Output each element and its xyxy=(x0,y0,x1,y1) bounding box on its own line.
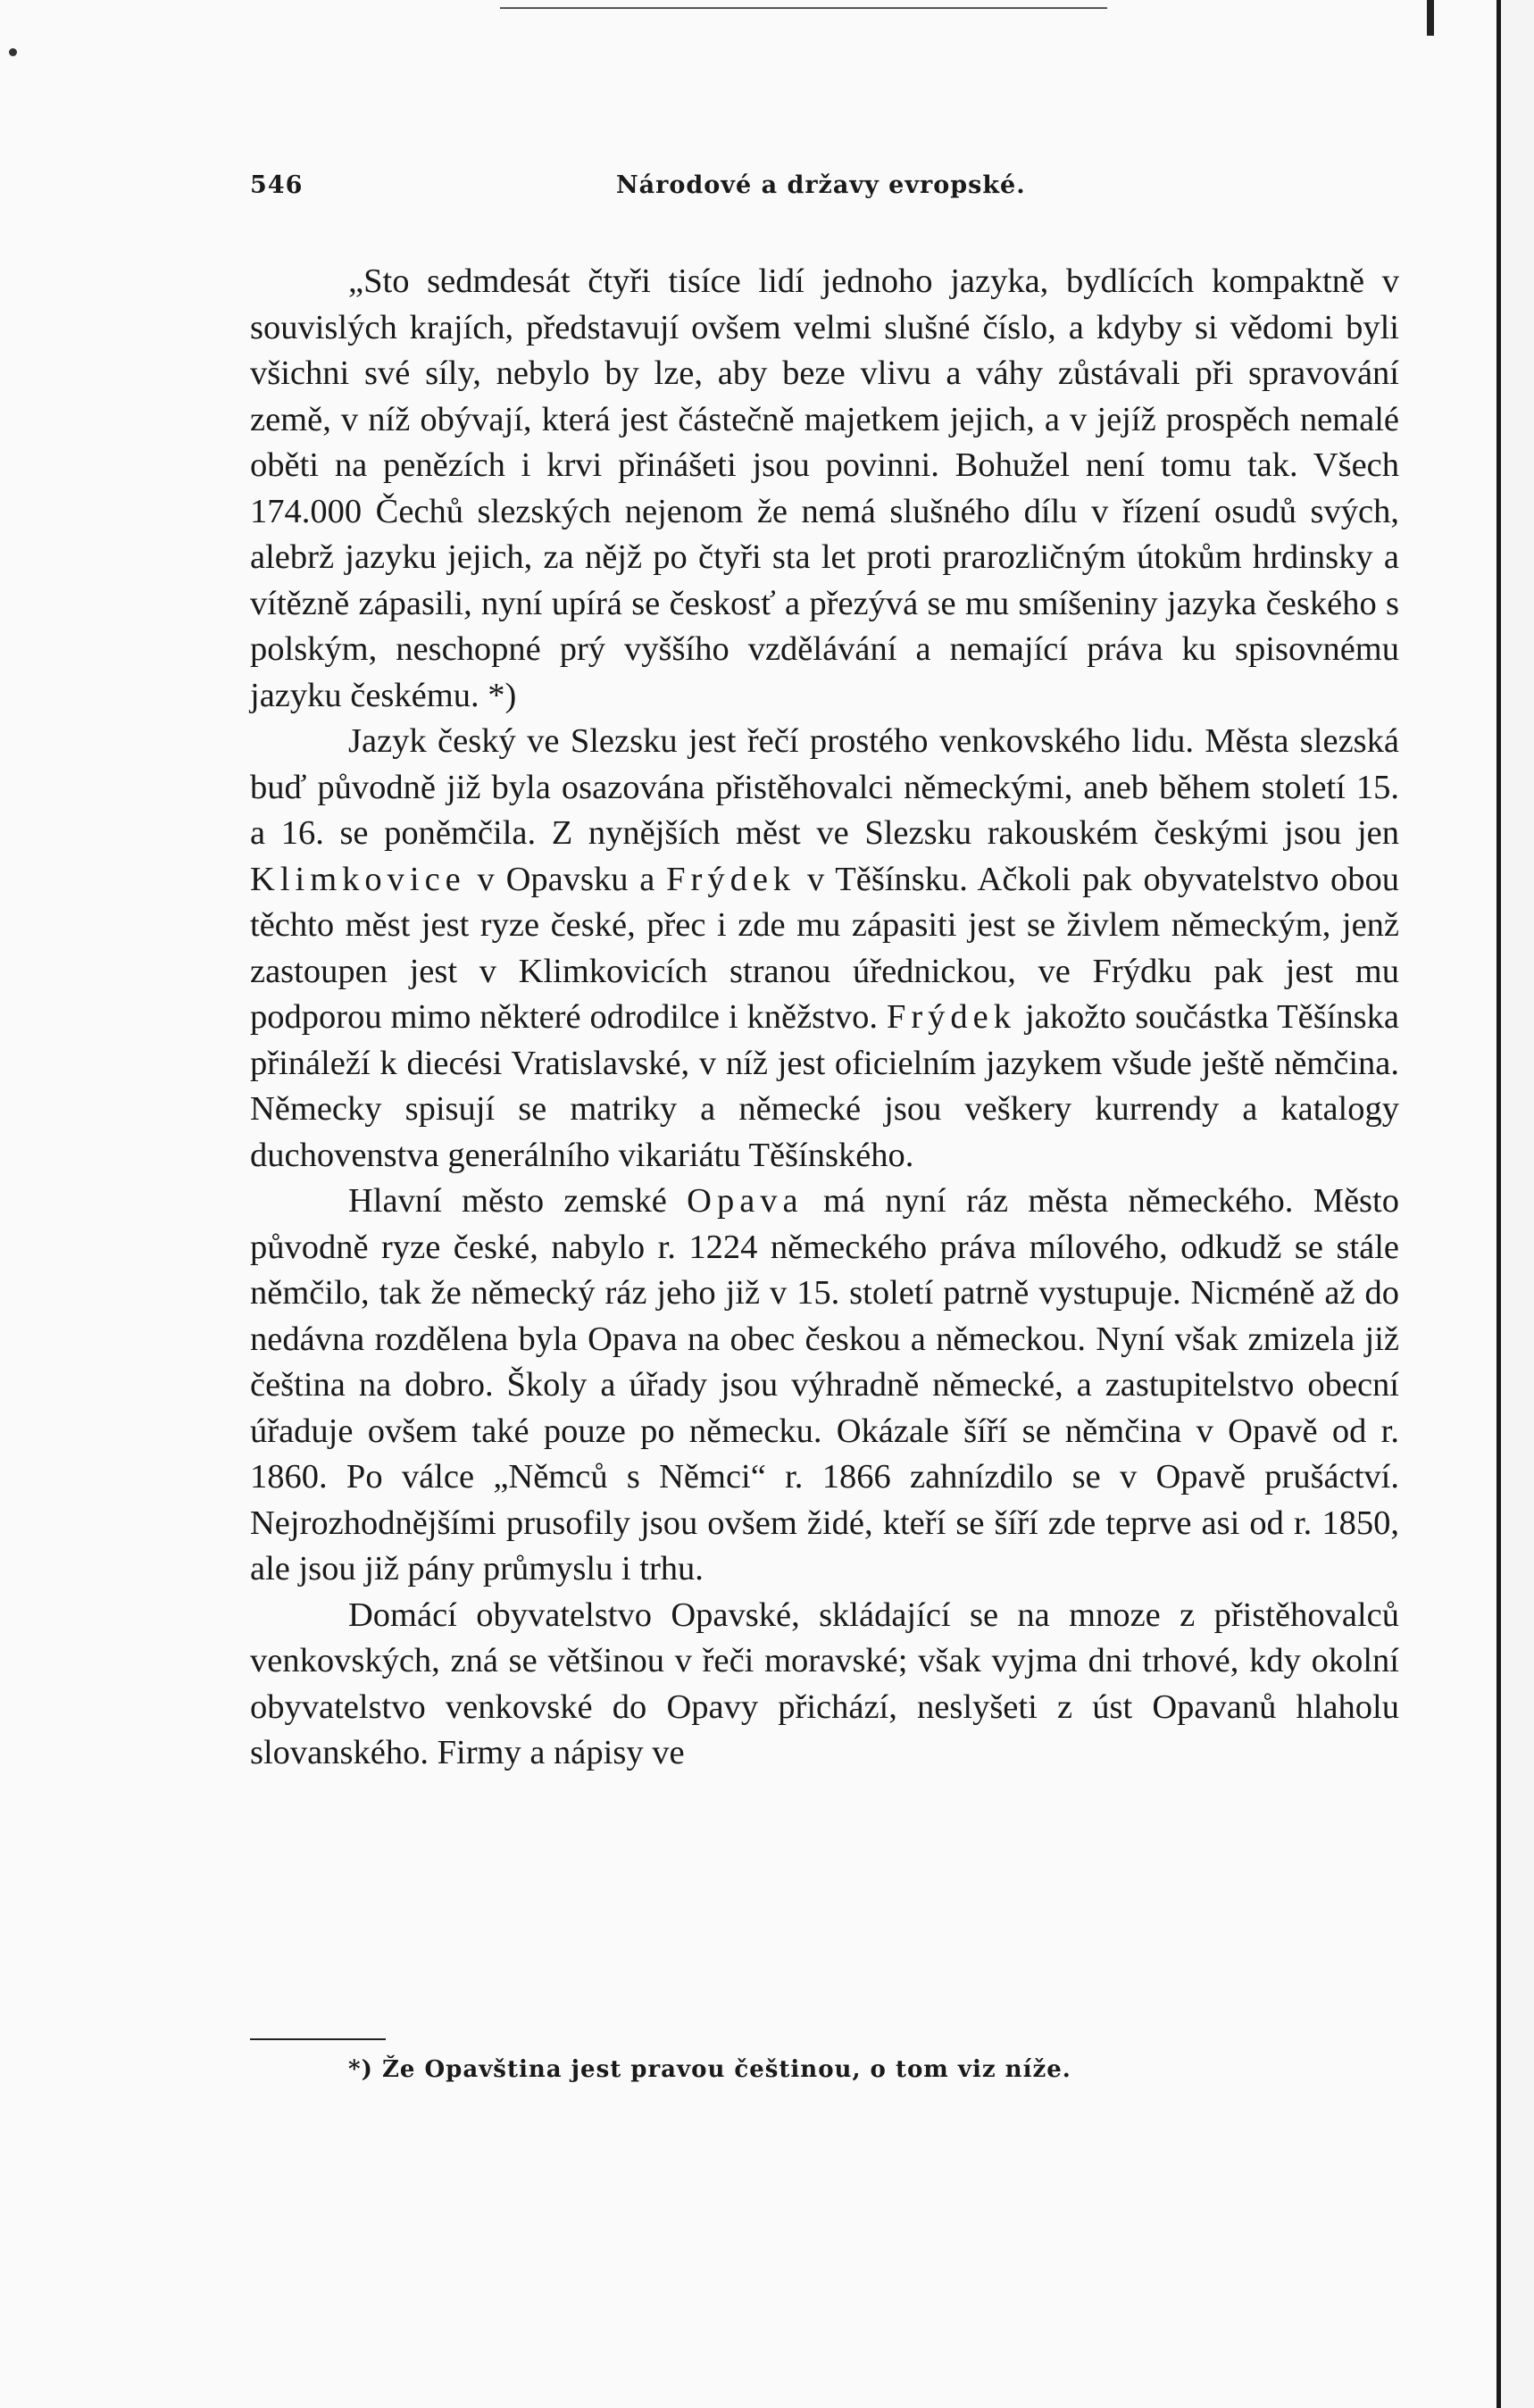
footnote: *) Že Opavština jest pravou češtinou, o tom viz níže. xyxy=(348,2056,1071,2083)
paragraph-text: Hlavní město zemské xyxy=(348,1182,688,1220)
spaced-place-name: Opava xyxy=(687,1182,804,1220)
paragraph-text: v Opavsku a xyxy=(465,860,667,898)
paragraph xyxy=(250,1593,1399,1777)
paragraph-text: v Těšínsku. Ačkoli pak obyvatelstvo obou těchto měst jest ryze české, přec i zde mu zápasiti jest se živlem německým, jenž zastoupen jest v Klimkovicích stranou úřednickou, ve Frýdku pak jest mu podporou mimo některé odrodilce i kněžstvo. xyxy=(250,860,1399,1036)
spaced-place-name: Klimkovice xyxy=(250,860,466,898)
page-header xyxy=(250,171,1411,207)
footnote-rule xyxy=(250,2038,386,2040)
paragraph-text: jakožto součástka Těšínska přináleží k diecési Vratislavské, v níž jest oficielním jazykem všude ještě němčina. Německy spisují se matriky a německé jsou veškery kurrendy a katalogy duchovenstva generálního vikariátu Těšínského. xyxy=(250,998,1400,1174)
page-edge-shadow xyxy=(1496,0,1501,2408)
paragraph xyxy=(250,719,1399,1179)
scan-speck xyxy=(9,48,17,56)
paragraph xyxy=(250,259,1399,719)
paragraph-text: má nyní ráz města německého. Město původně ryze české, nabylo r. 1224 německého práva mílového, odkudž se stále němčilo, tak že německý ráz jeho již v 15. století patrně vystupuje. Nicméně až do nedávna rozdělena byla Opava na obec českou a německou. Nyní však zmizela již čeština na dobro. Školy a úřady jsou výhradně německé, a zastupitelstvo obecní úřaduje ovšem také pouze po německu. Okázale šíří se němčina v Opavě od r. 1860. Po válce „Němců s Němci“ r. 1866 zahnízdilo se v Opavě prušáctví. Nejrozhodnějšími prusofily jsou ovšem židé, kteří se šíří zde teprve asi od r. 1850, ale jsou již pány průmyslu i trhu. xyxy=(250,1182,1399,1587)
scan-mark xyxy=(1427,0,1434,36)
paragraph xyxy=(250,1179,1399,1593)
top-rule xyxy=(500,7,1107,9)
paragraph-text: „Sto sedmdesát čtyři tisíce lidí jednoho jazyka, bydlících kompaktně v souvislých krajích, představují ovšem velmi slušné číslo, a kdyby si vědomi byli všichni své síly, nebylo by lze, aby beze vlivu a váhy zůstávali při spravování země, v níž obývají, která jest částečně majetkem jejich, a v jejíž prospěch nemalé oběti na penězích i krvi přinášeti jsou povinni. Bohužel není tomu tak. Všech 174.000 Čechů slezských nejenom že nemá slušného dílu v řízení osudů svých, alebrž jazyku jejich, za nějž po čtyři sta let proti prarozličným útokům hrdinsky a vítězně zápasili, nyní upírá se českosť a přezývá se mu smíšeniny jazyka českého s polským, neschopné prý vyššího vzdělávání a nemající práva ku spisovnému jazyku českému. *) xyxy=(250,262,1399,714)
running-title: Národové a državy evropské. xyxy=(616,171,1026,199)
body-text xyxy=(250,259,1399,1777)
paragraph-text: Domácí obyvatelstvo Opavské, skládající se na mnoze z přistěhovalců venkovských, zná se většinou v řeči moravské; však vyjma dni trhové, kdy okolní obyvatelstvo venkovské do Opavy přichází, neslyšeti z úst Opavanů hlaholu slovanského. Firmy a nápisy ve xyxy=(250,1596,1399,1771)
spaced-place-name: Frýdek xyxy=(886,998,1017,1036)
spaced-place-name: Frýdek xyxy=(666,860,796,898)
paragraph-text: Jazyk český ve Slezsku jest řečí prostého venkovského lidu. Města slezská buď původně již byla osazována přistěhovalci německými, aneb během století 15. a 16. se poněmčila. Z nynějších měst ve Slezsku rakouském českými jsou jen xyxy=(250,722,1399,852)
page-number: 546 xyxy=(250,171,304,199)
